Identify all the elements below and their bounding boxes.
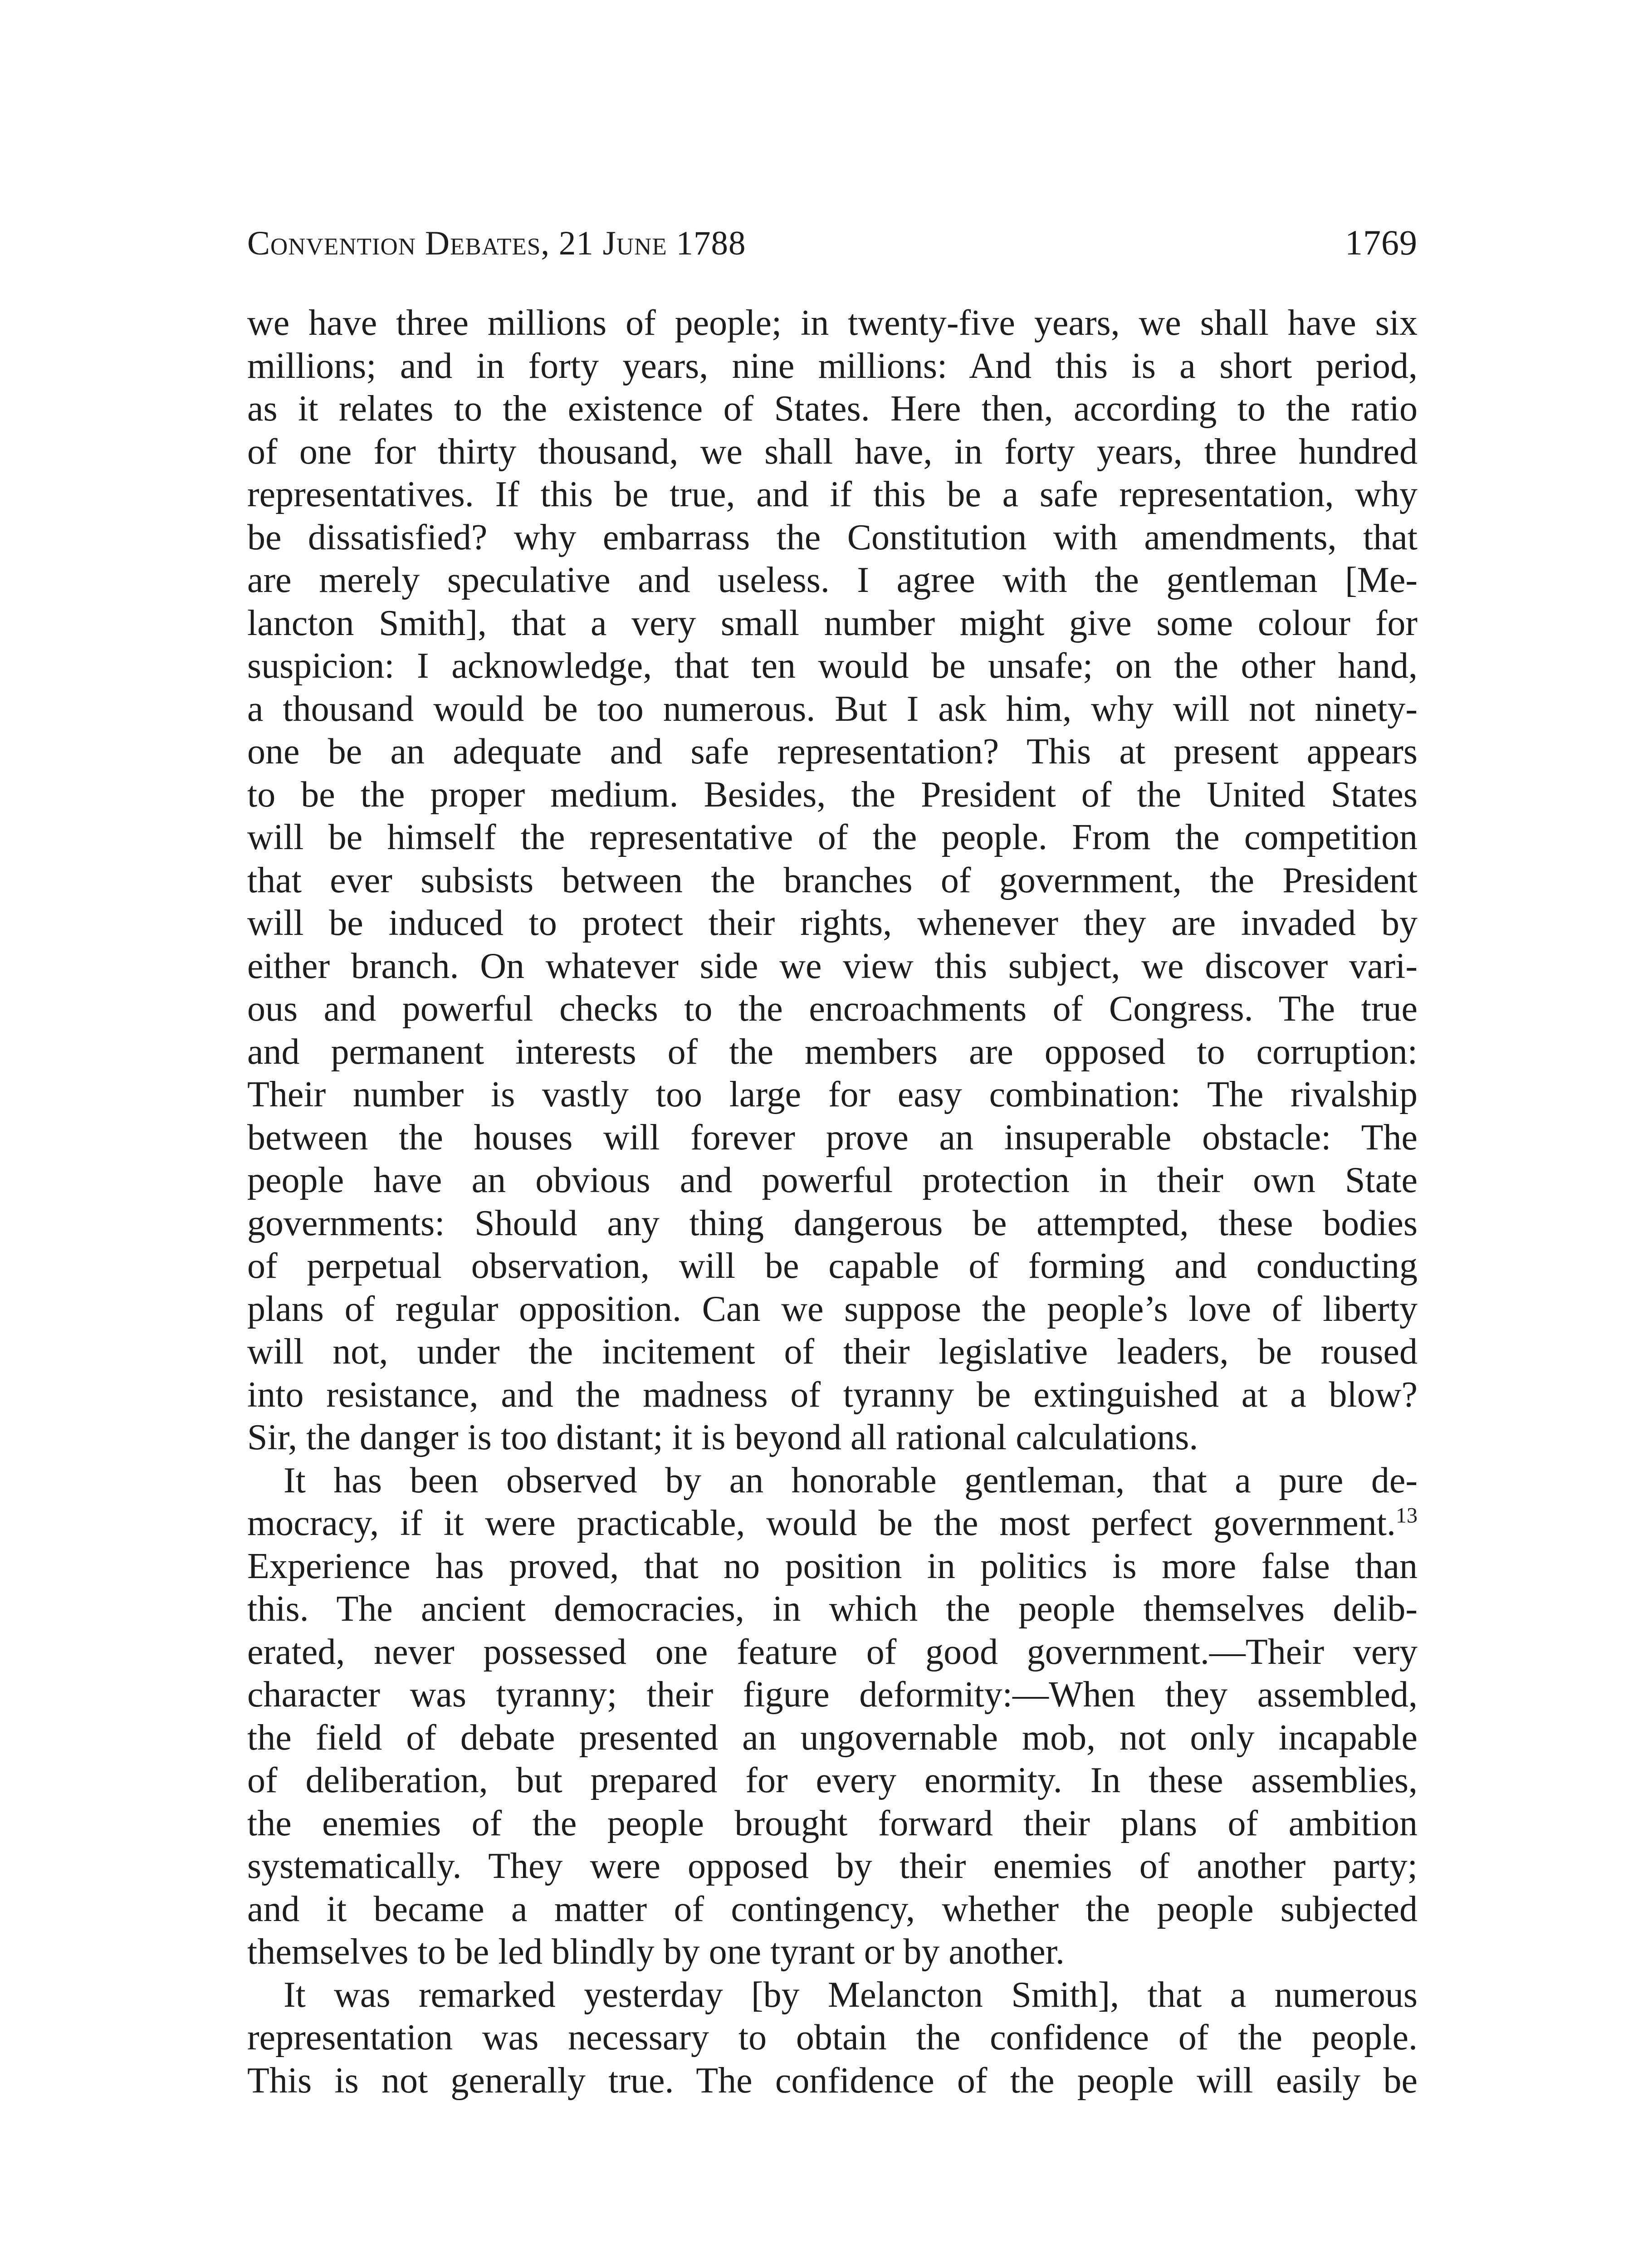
text-line: this. The ancient democracies, in which the people themselves delib- <box>247 1589 1418 1629</box>
text-line: will be induced to protect their rights, whenever they are invaded by <box>247 903 1418 943</box>
paragraph-2 <box>247 1459 1418 1974</box>
text-line: suspicion: I acknowledge, that ten would be unsafe; on the other hand, <box>247 646 1418 686</box>
text-line: one be an adequate and safe representation? This at present appears <box>247 732 1418 772</box>
paragraph-3 <box>247 1974 1418 2102</box>
paragraph-1 <box>247 302 1418 1459</box>
text-line: into resistance, and the madness of tyranny be extinguished at a blow? <box>247 1374 1418 1415</box>
text-line: will be himself the representative of the people. From the competition <box>247 817 1418 857</box>
text-line: will not, under the incitement of their legislative leaders, be roused <box>247 1332 1418 1372</box>
page-number: 1769 <box>1345 223 1418 262</box>
text-line: of perpetual observation, will be capable of forming and conducting <box>247 1246 1418 1286</box>
text-line: plans of regular opposition. Can we suppose the people’s love of liberty <box>247 1289 1418 1329</box>
text-line: It has been observed by an honorable gentleman, that a pure de- <box>284 1460 1418 1501</box>
text-line: It was remarked yesterday [by Melancton Smith], that a numerous <box>284 1975 1418 2015</box>
text-line: and permanent interests of the members are opposed to corruption: <box>247 1031 1418 1072</box>
text-line-content: mocracy, if it were practicable, would be the most perfect government. <box>247 1503 1396 1543</box>
text-line: either branch. On whatever side we view this subject, we discover vari- <box>247 946 1418 986</box>
text-line-with-footnote <box>247 1502 1418 1545</box>
text-line: governments: Should any thing dangerous be attempted, these bodies <box>247 1203 1418 1243</box>
text-line: as it relates to the existence of States. Here then, according to the ratio <box>247 389 1418 429</box>
text-line: representatives. If this be true, and if this be a safe representation, why <box>247 474 1418 514</box>
text-line: of one for thirty thousand, we shall have, in forty years, three hundred <box>247 431 1418 472</box>
text-line: This is not generally true. The confidence of the people will easily be <box>247 2060 1418 2101</box>
text-line: the field of debate presented an ungovernable mob, not only incapable <box>247 1717 1418 1758</box>
text-line: that ever subsists between the branches of government, the President <box>247 860 1418 900</box>
text-line: character was tyranny; their figure deformity:—When they assembled, <box>247 1675 1418 1715</box>
text-line: and it became a matter of contingency, whether the people subjected <box>247 1889 1418 1929</box>
text-line: people have an obvious and powerful protection in their own State <box>247 1160 1418 1200</box>
text-line: themselves to be led blindly by one tyrant or by another. <box>247 1932 1065 1972</box>
text-line: Experience has proved, that no position in politics is more false than <box>247 1546 1418 1586</box>
text-line: ous and powerful checks to the encroachments of Congress. The true <box>247 989 1418 1029</box>
text-line: we have three millions of people; in twenty-five years, we shall have six <box>247 303 1418 343</box>
text-line: be dissatisfied? why embarrass the Constitution with amendments, that <box>247 517 1418 557</box>
text-line: of deliberation, but prepared for every enormity. In these assemblies, <box>247 1760 1418 1800</box>
footnote-reference[interactable]: 13 <box>1396 1503 1418 1528</box>
body-text <box>247 302 1418 2102</box>
text-line: millions; and in forty years, nine millions: And this is a short period, <box>247 346 1418 386</box>
text-line: Sir, the danger is too distant; it is beyond all rational calculations. <box>247 1418 1198 1457</box>
text-line: lancton Smith], that a very small number might give some colour for <box>247 603 1418 643</box>
text-line: systematically. They were opposed by their enemies of another party; <box>247 1846 1418 1886</box>
text-line: are merely speculative and useless. I agree with the gentleman [Me- <box>247 560 1418 600</box>
text-line: the enemies of the people brought forward their plans of ambition <box>247 1803 1418 1843</box>
text-line: between the houses will forever prove an insuperable obstacle: The <box>247 1117 1418 1158</box>
text-line: Their number is vastly too large for easy combination: The rivalship <box>247 1075 1418 1114</box>
running-head <box>247 218 1418 268</box>
text-line: erated, never possessed one feature of good government.—Their very <box>247 1632 1418 1672</box>
text-line: a thousand would be too numerous. But I ask him, why will not ninety- <box>247 689 1418 729</box>
running-title: Convention Debates, 21 June 1788 <box>247 225 746 262</box>
text-line: representation was necessary to obtain the confidence of the people. <box>247 2018 1418 2058</box>
text-line: to be the proper medium. Besides, the President of the United States <box>247 774 1418 815</box>
